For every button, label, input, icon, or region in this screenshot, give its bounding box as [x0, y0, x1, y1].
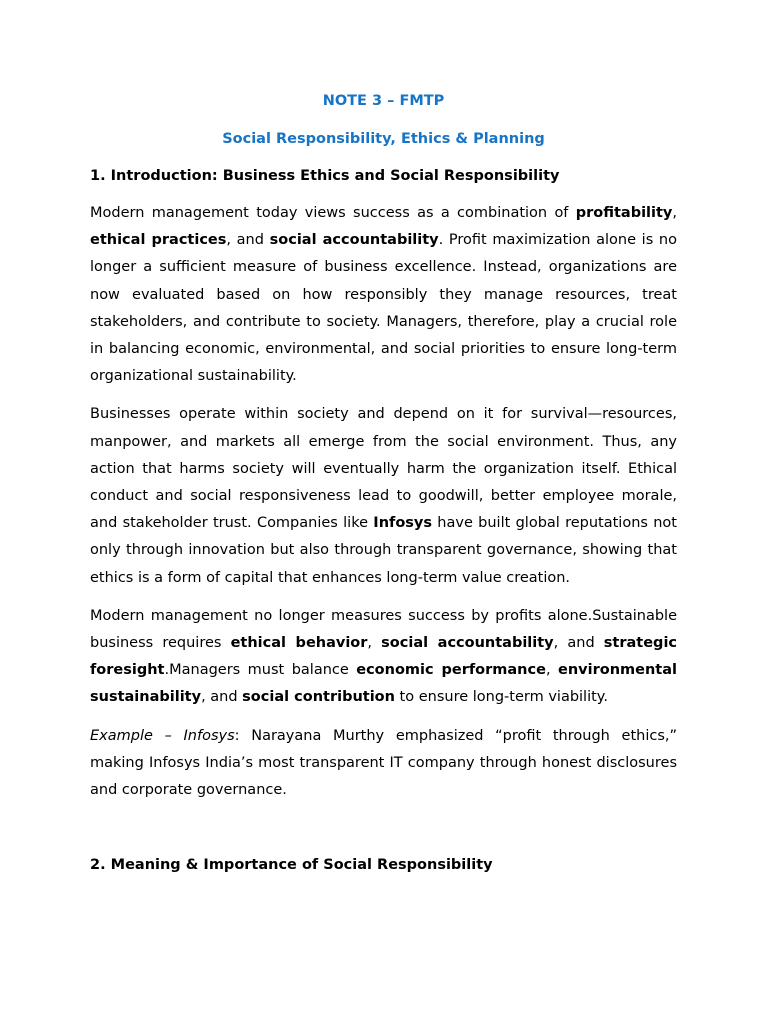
paragraph-3-text: Modern management no longer measures success by profits alone.Sustainable business requires — [90, 607, 677, 652]
paragraph-2-bold: Infosys — [373, 515, 432, 532]
paragraph-3-text: , — [545, 662, 559, 679]
section-heading-introduction: 1. Introduction: Business Ethics and Social Responsibility — [90, 168, 560, 184]
paragraph-1-text: Modern management today views success as a combination of — [90, 205, 576, 221]
paragraph-3-bold: ethical behavior — [230, 635, 368, 652]
paragraph-3-bold: social contribution — [242, 689, 395, 706]
document-subtitle: Social Responsibility, Ethics & Planning — [222, 131, 545, 147]
paragraph-1-text: . Profit maximization alone is no longer a sufficient measure of business excellence. Instead, organizations are now evaluated based on how responsibly they manage resources, treat stakeholders, and contribute to society. Managers, therefore, play a crucial role in balancing economic, environmental, and social priorities to ensure long-term organizational sustainability. — [90, 232, 677, 385]
paragraph-3-text: , and — [201, 689, 243, 706]
paragraph-3-text: .Managers must balance — [164, 662, 357, 679]
paragraph-2-text: have built global reputations not only through innovation but also through transparent governance, showing that ethics is a form of capital that enhances long-term value creation. — [90, 515, 677, 586]
document-content — [90, 88, 677, 878]
paragraph-3-bold: economic performance — [356, 662, 546, 679]
paragraph-4-example — [90, 723, 677, 805]
paragraph-3-bold: social accountability — [381, 635, 554, 652]
paragraph-1 — [90, 200, 677, 390]
section-heading-meaning-importance: 2. Meaning & Importance of Social Responsibility — [90, 857, 493, 874]
paragraph-3 — [90, 603, 677, 712]
example-label: Example – Infosys — [90, 727, 235, 744]
paragraph-4-text: : Narayana Murthy emphasized “profit through ethics,” making Infosys India’s most transparent IT company through honest disclosures and corporate governance. — [90, 727, 677, 799]
document-title: NOTE 3 – FMTP — [322, 93, 445, 109]
paragraph-3-text: , and — [553, 635, 604, 652]
paragraph-1-text: , — [672, 205, 677, 221]
paragraph-3-text: to ensure long-term viability. — [394, 689, 608, 706]
paragraph-3-text: , — [367, 635, 382, 652]
paragraph-3-bold: environmental sustainability — [90, 662, 677, 706]
paragraph-1-bold: profitability — [575, 205, 673, 221]
paragraph-2-text: Businesses operate within society and depend on it for survival—resources, manpower, and markets all emerge from the social environment. Thus, any action that harms society will eventually harm the organization itself. Ethical conduct and social responsiveness lead to goodwill, better employee morale, and stakeholder trust. Companies like — [90, 406, 677, 532]
paragraph-1-text: , and — [226, 232, 270, 249]
paragraph-1-bold: social accountability — [269, 232, 439, 249]
paragraph-1-bold: ethical practices — [90, 232, 227, 249]
paragraph-3-bold: strategic foresight — [90, 635, 678, 679]
paragraph-2 — [90, 401, 677, 591]
